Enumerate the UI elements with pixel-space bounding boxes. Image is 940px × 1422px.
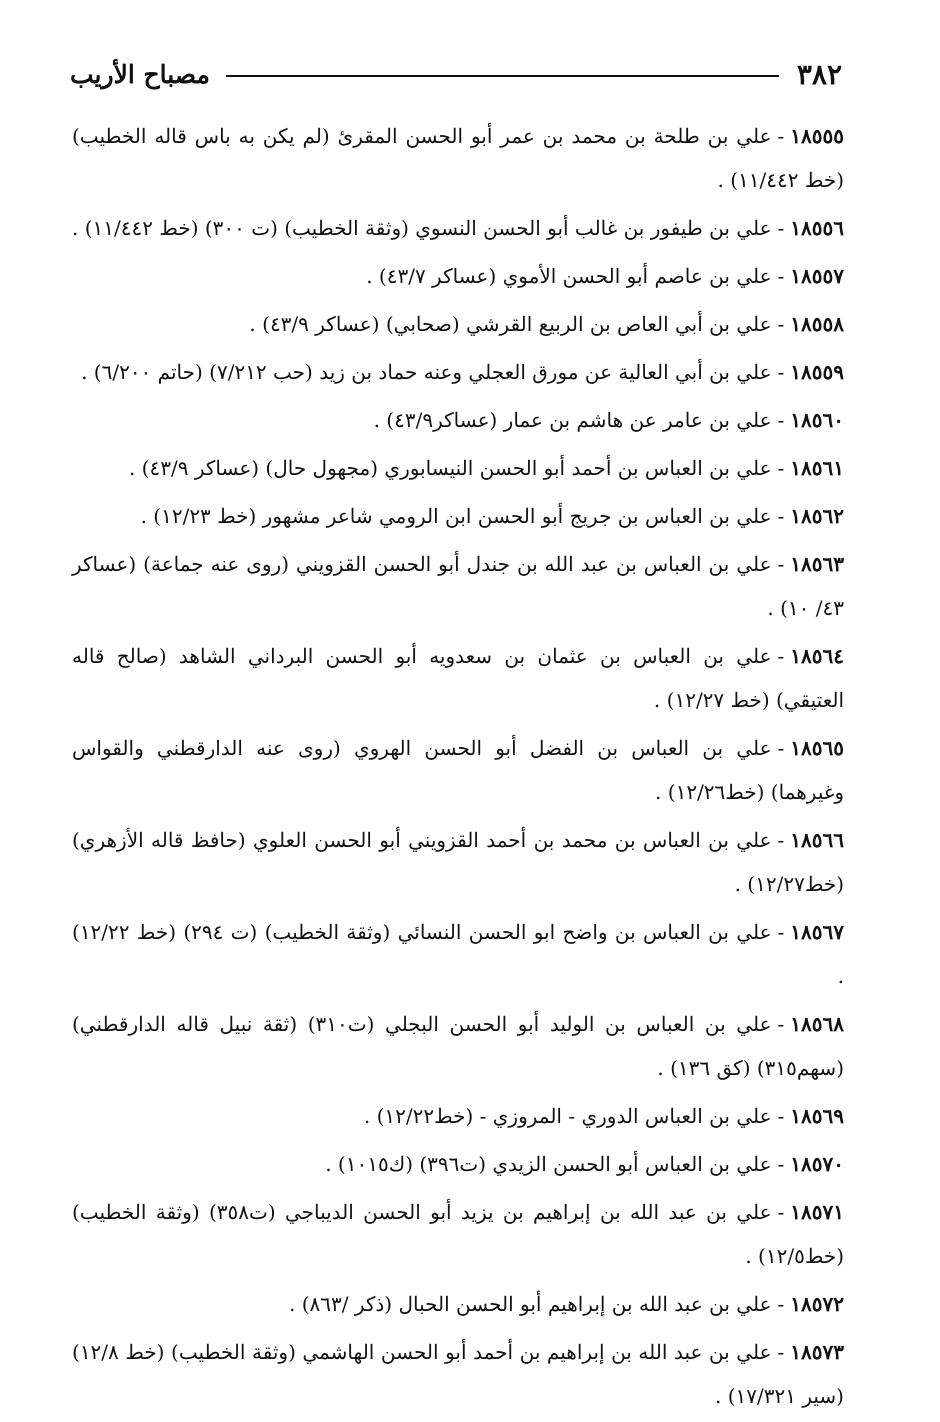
entry-text: علي بن عبد الله بن إبراهيم بن يزيد أبو الحسن الديباجي (ت٣٥٨) (وثقة الخطيب) (خط١٢/٥) .: [72, 1200, 844, 1268]
entry-item: [72, 1330, 844, 1418]
entry-item: [72, 1190, 844, 1278]
entry-text: علي بن عامر عن هاشم بن عمار (عساكر٤٣/٩) .: [373, 408, 772, 432]
entry-text: علي بن العباس بن محمد بن أحمد القزويني أبو الحسن العلوي (حافظ قاله الأزهري) (خط١٢/٢٧) .: [72, 828, 844, 896]
book-title: مصباح الأريب: [70, 59, 210, 89]
entry-number: ١٨٥٥٨: [790, 312, 844, 336]
header-rule: [226, 75, 779, 77]
entry-number: ١٨٥٥٩: [790, 360, 844, 384]
entry-separator: -: [777, 1340, 785, 1364]
entry-separator: -: [777, 828, 785, 852]
entry-separator: -: [777, 408, 785, 432]
entry-number: ١٨٥٦٧: [790, 920, 844, 944]
entry-item: [72, 1282, 844, 1326]
entry-text: علي بن العباس بن عثمان بن سعدويه أبو الحسن البرداني الشاهد (صالح قاله العتيقي) (خط ١٢/٢٧) .: [72, 644, 844, 712]
page-number: ٣٨٢: [796, 57, 842, 91]
entry-text: علي بن العباس أبو الحسن الزيدي (ت٣٩٦) (ك١٠١٥) .: [325, 1152, 772, 1176]
entry-number: ١٨٥٦٠: [790, 408, 844, 432]
entry-number: ١٨٥٦٤: [790, 644, 844, 668]
entry-number: ١٨٥٦٣: [790, 552, 844, 576]
entry-text: علي بن العباس الدوري - المروزي - (خط١٢/٢٢) .: [363, 1104, 772, 1128]
entry-number: ١٨٥٥٦: [790, 216, 844, 240]
entry-separator: -: [777, 360, 785, 384]
entry-item: [72, 726, 844, 814]
entry-item: [72, 398, 844, 442]
entry-text: علي بن طيفور بن غالب أبو الحسن النسوي (وثقة الخطيب) (ت ٣٠٠) (خط ١١/٤٤٢) .: [72, 216, 772, 240]
entry-separator: -: [777, 1292, 785, 1316]
entry-number: ١٨٥٦٢: [790, 504, 844, 528]
entry-text: علي بن أبي العالية عن مورق العجلي وعنه حماد بن زيد (حب ٧/٢١٢) (حاتم ٦/٢٠٠) .: [81, 360, 772, 384]
entry-text: علي بن العباس بن أحمد أبو الحسن النيسابوري (مجهول حال) (عساكر ٤٣/٩) .: [128, 456, 772, 480]
entry-list: [72, 114, 844, 1422]
entry-text: علي بن عبد الله بن إبراهيم أبو الحسن الحبال (ذكر /٨٦٣) .: [288, 1292, 772, 1316]
entry-number: ١٨٥٧٣: [790, 1340, 844, 1364]
entry-item: [72, 542, 844, 630]
entry-text: علي بن أبي العاص بن الربيع القرشي (صحابي) (عساكر ٤٣/٩) .: [249, 312, 772, 336]
entry-number: ١٨٥٧٢: [790, 1292, 844, 1316]
entry-item: [72, 206, 844, 250]
entry-item: [72, 350, 844, 394]
entry-item: [72, 634, 844, 722]
entry-text: علي بن عاصم أبو الحسن الأموي (عساكر ٤٣/٧) .: [366, 264, 772, 288]
entry-text: علي بن طلحة بن محمد بن عمر أبو الحسن المقرئ (لم يكن به باس قاله الخطيب) (خط ١١/٤٤٢) .: [72, 124, 844, 192]
entry-separator: -: [777, 552, 785, 576]
entry-separator: -: [777, 1104, 785, 1128]
entry-item: [72, 114, 844, 202]
entry-number: ١٨٥٦٥: [790, 736, 844, 760]
entry-separator: -: [777, 1012, 785, 1036]
entry-separator: -: [777, 1152, 785, 1176]
entry-separator: -: [777, 456, 785, 480]
entry-item: [72, 446, 844, 490]
entry-item: [72, 254, 844, 298]
entry-number: ١٨٥٧٠: [790, 1152, 844, 1176]
entry-item: [72, 1002, 844, 1090]
entry-number: ١٨٥٥٥: [790, 124, 844, 148]
entry-separator: -: [777, 736, 785, 760]
entry-separator: -: [777, 312, 785, 336]
entry-item: [72, 910, 844, 998]
entry-text: علي بن العباس بن جريج أبو الحسن ابن الرومي شاعر مشهور (خط ١٢/٢٣) .: [140, 504, 772, 528]
entry-separator: -: [777, 920, 785, 944]
entry-number: ١٨٥٦٩: [790, 1104, 844, 1128]
entry-text: علي بن العباس بن الوليد أبو الحسن البجلي (ت٣١٠) (ثقة نبيل قاله الدارقطني) (سهم٣١٥) (كق ١٣٦) .: [72, 1012, 844, 1080]
entry-text: علي بن عبد الله بن إبراهيم بن أحمد أبو الحسن الهاشمي (وثقة الخطيب) (خط ١٢/٨) (سير ١٧/٣٢١) .: [72, 1340, 844, 1408]
page-header: [70, 52, 842, 96]
entry-number: ١٨٥٧١: [790, 1200, 844, 1224]
entry-separator: -: [777, 216, 785, 240]
entry-separator: -: [777, 124, 785, 148]
entry-text: علي بن العباس بن الفضل أبو الحسن الهروي (روى عنه الدارقطني والقواس وغيرهما) (خط١٢/٢٦) .: [72, 736, 844, 804]
entry-number: ١٨٥٥٧: [790, 264, 844, 288]
entry-separator: -: [777, 1200, 785, 1224]
entry-item: [72, 1142, 844, 1186]
entry-number: ١٨٥٦٨: [790, 1012, 844, 1036]
entry-number: ١٨٥٦٦: [790, 828, 845, 852]
entry-text: علي بن العباس بن واضح ابو الحسن النسائي (وثقة الخطيب) (ت ٢٩٤) (خط ١٢/٢٢) .: [72, 920, 844, 988]
entry-item: [72, 818, 844, 906]
entry-text: علي بن العباس بن عبد الله بن جندل أبو الحسن القزويني (روى عنه جماعة) (عساكر ٤٣/ ١٠) .: [72, 552, 844, 620]
entry-item: [72, 302, 844, 346]
entry-separator: -: [777, 504, 785, 528]
entry-item: [72, 1094, 844, 1138]
entry-separator: -: [777, 644, 785, 668]
entry-item: [72, 494, 844, 538]
entry-separator: -: [777, 264, 785, 288]
entry-number: ١٨٥٦١: [790, 456, 844, 480]
